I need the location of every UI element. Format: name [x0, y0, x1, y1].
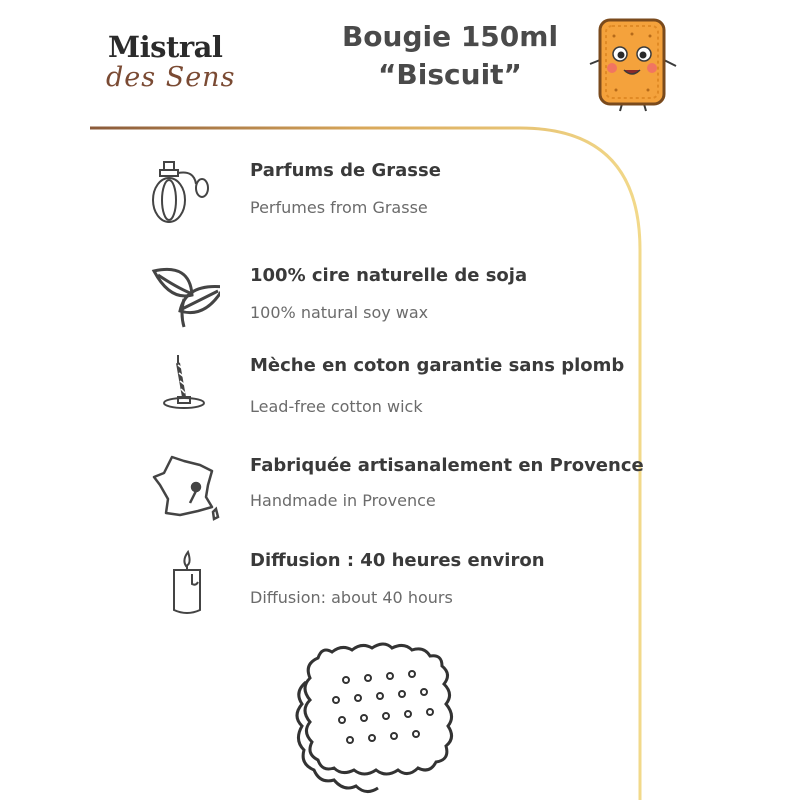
biscuit-character-icon — [582, 12, 682, 112]
brand-logo — [100, 28, 240, 98]
candle-wick-icon — [150, 355, 220, 425]
france-map-icon — [150, 455, 220, 525]
feature-label-en: Lead-free cotton wick — [250, 397, 423, 416]
biscuit-illustration-icon — [292, 636, 472, 800]
feature-label-en: 100% natural soy wax — [250, 303, 429, 322]
feature-label-en: Perfumes from Grasse — [250, 198, 428, 217]
feature-label-fr: Mèche en coton garantie sans plomb — [250, 355, 625, 376]
brand-tagline: des Sens — [106, 62, 236, 93]
feature-label-en: Diffusion: about 40 hours — [250, 588, 453, 607]
feature-diffusion — [150, 550, 670, 630]
feature-soy-wax — [150, 265, 670, 345]
feature-wick — [150, 355, 670, 435]
product-title-line2: “Biscuit” — [378, 58, 522, 91]
feature-label-fr: Diffusion : 40 heures environ — [250, 550, 545, 571]
feature-label-en: Handmade in Provence — [250, 491, 436, 510]
feature-label-fr: Parfums de Grasse — [250, 160, 441, 181]
product-title — [330, 18, 570, 94]
leaves-icon — [150, 265, 220, 335]
candle-icon — [150, 550, 220, 620]
feature-perfume — [150, 160, 670, 240]
perfume-bottle-icon — [150, 160, 220, 230]
feature-label-fr: 100% cire naturelle de soja — [250, 265, 528, 286]
feature-label-fr: Fabriquée artisanalement en Provence — [250, 455, 644, 476]
brand-name: Mistral — [108, 30, 223, 64]
feature-provence — [150, 455, 670, 535]
product-title-line1: Bougie 150ml — [341, 20, 559, 53]
